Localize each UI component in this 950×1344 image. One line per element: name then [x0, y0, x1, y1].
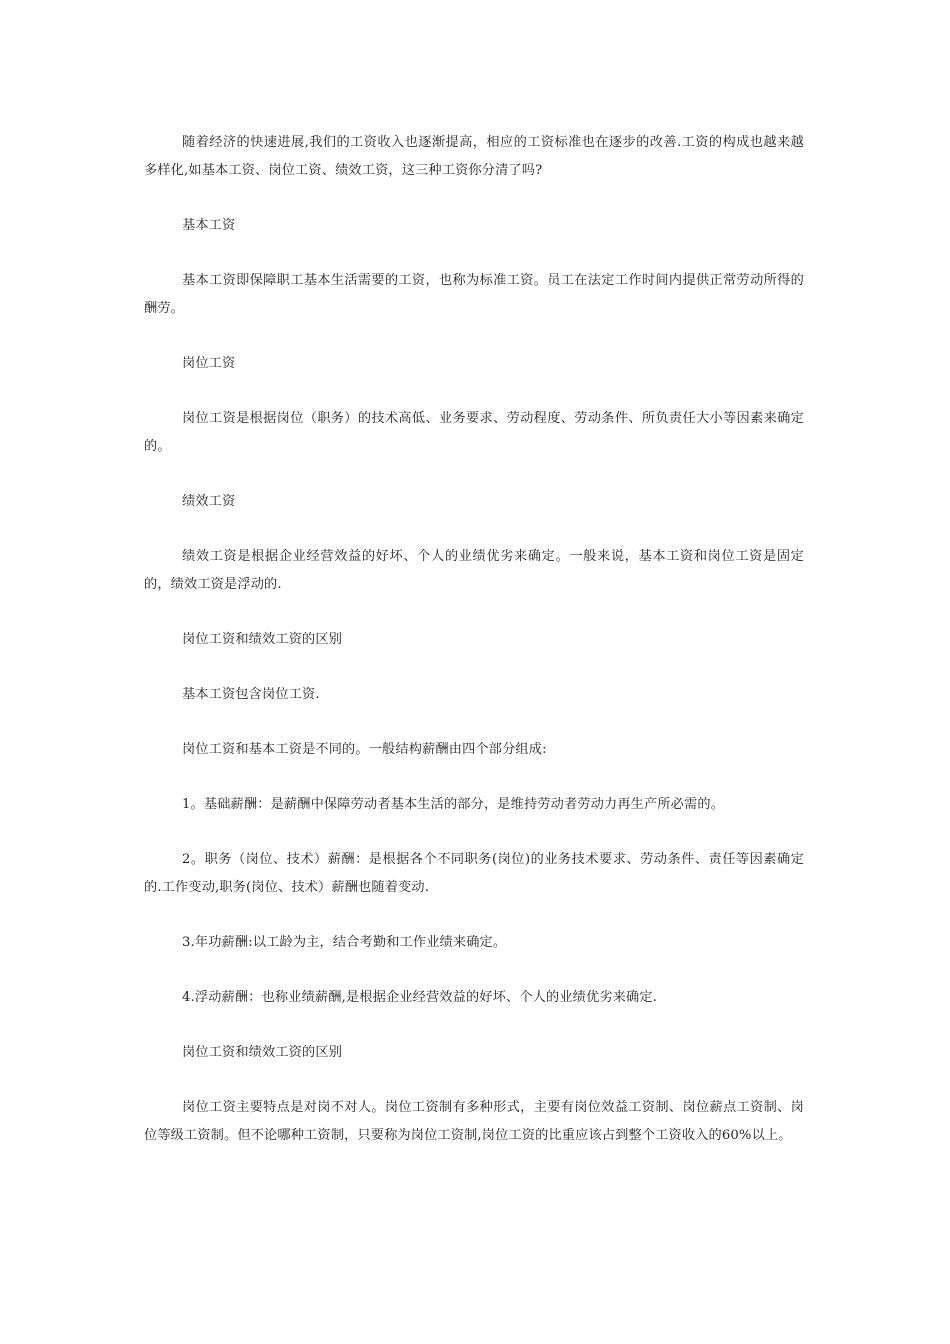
- performance-salary-paragraph: 绩效工资是根据企业经营效益的好坏、个人的业绩优劣来确定。一般来说，基本工资和岗位工资是固定的，绩效工资是浮动的.: [144, 549, 804, 592]
- heading-performance-salary: 绩效工资: [182, 494, 236, 509]
- basic-includes-position-paragraph: 基本工资包含岗位工资.: [182, 687, 320, 702]
- document-body: [144, 129, 804, 1150]
- position-salary-paragraph: 岗位工资是根据岗位（职务）的技术高低、业务要求、劳动程度、劳动条件、所负责任大小等因素来确定的。: [144, 411, 804, 454]
- list-item-2: 2。职务（岗位、技术）薪酬：是根据各个不同职务(岗位)的业务技术要求、劳动条件、责任等因素确定的.工作变动,职务(岗位、技术）薪酬也随着变动.: [144, 852, 804, 895]
- heading-position-salary: 岗位工资: [182, 356, 236, 371]
- position-salary-features-paragraph: 岗位工资主要特点是对岗不对人。岗位工资制有多种形式，主要有岗位效益工资制、岗位薪点工资制、岗位等级工资制。但不论哪种工资制，只要称为岗位工资制,岗位工资的比重应该占到整个工资收入的60%以上。: [144, 1100, 804, 1143]
- intro-paragraph: 随着经济的快速进展,我们的工资收入也逐渐提高，相应的工资标准也在逐步的改善.工资的构成也越来越多样化,如基本工资、岗位工资、绩效工资，这三种工资你分清了吗?: [144, 135, 804, 178]
- structure-intro-paragraph: 岗位工资和基本工资是不同的。一般结构薪酬由四个部分组成:: [182, 742, 547, 757]
- basic-salary-paragraph: 基本工资即保障职工基本生活需要的工资，也称为标准工资。员工在法定工作时间内提供正常劳动所得的酬劳。: [144, 273, 804, 316]
- heading-basic-salary: 基本工资: [182, 218, 236, 233]
- list-item-4: 4.浮动薪酬：也称业绩薪酬,是根据企业经营效益的好坏、个人的业绩优劣来确定.: [182, 990, 658, 1005]
- list-item-3: 3.年功薪酬:以工龄为主，结合考勤和工作业绩来确定。: [182, 935, 507, 950]
- list-item-1: 1。基础薪酬：是薪酬中保障劳动者基本生活的部分，是维持劳动者劳动力再生产所必需的。: [182, 797, 725, 812]
- heading-difference-1: 岗位工资和绩效工资的区别: [182, 632, 343, 647]
- heading-difference-2: 岗位工资和绩效工资的区别: [182, 1045, 343, 1060]
